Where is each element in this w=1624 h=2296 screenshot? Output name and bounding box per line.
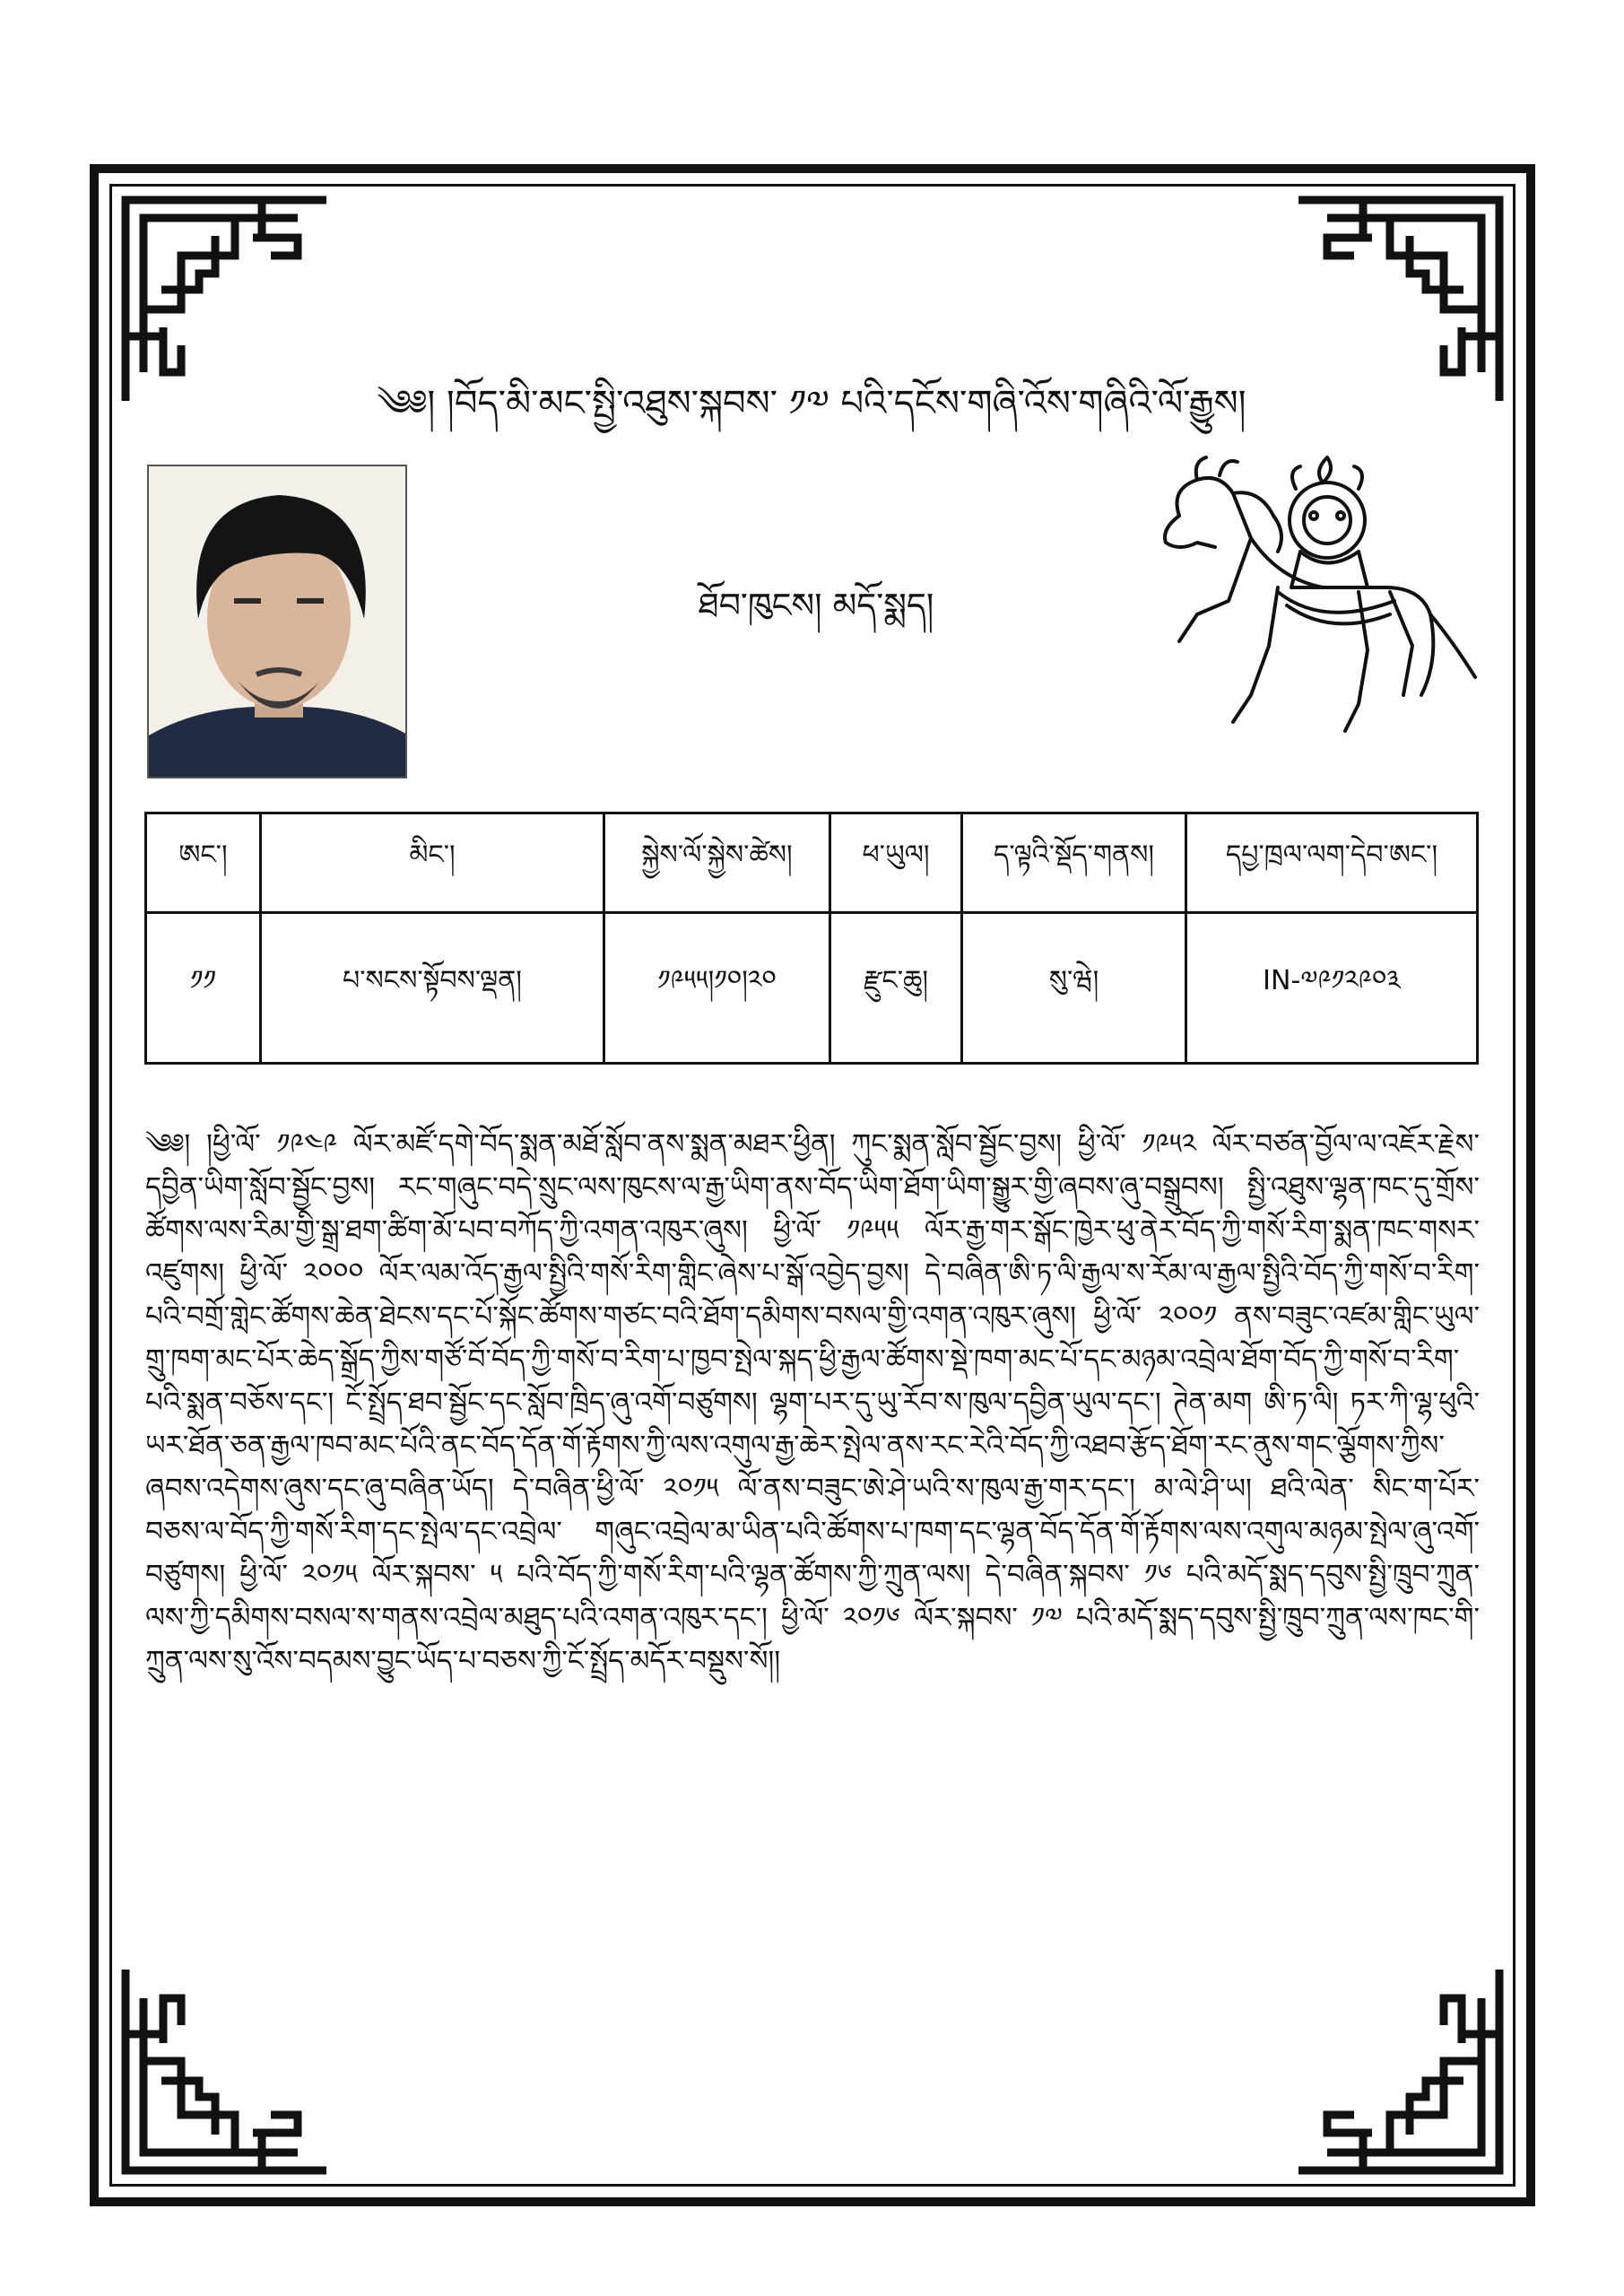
corner-ornament-top-left	[118, 193, 334, 408]
header-birth-date: སྐྱེས་ལོ་སྐྱེས་ཚེས།	[604, 813, 830, 913]
origin-subheading: ཐོབ་ཁུངས། མདོ་སྨད།	[698, 586, 934, 625]
header-green-book-number: དཔྱ་ཁྲལ་ལག་དེབ་ཨང་།	[1186, 813, 1478, 913]
candidate-photo	[147, 465, 407, 778]
cell-number: ༡༡	[146, 913, 261, 1064]
cell-current-residence: སུ་ཝེ།	[962, 913, 1186, 1064]
corner-ornament-bottom-right	[1291, 1962, 1507, 2178]
header-native-place: ཕ་ཡུལ།	[830, 813, 962, 913]
header-current-residence: ད་ལྟའི་སྡོད་གནས།	[962, 813, 1186, 913]
table-row	[146, 913, 1478, 1064]
header-number: ཨང་།	[146, 813, 261, 913]
table-header-row	[146, 813, 1478, 913]
cell-birth-date: ༡༩༥༥།༡༠།༢༠	[604, 913, 830, 1064]
wind-horse-icon	[1143, 453, 1480, 740]
corner-ornament-bottom-left	[118, 1962, 334, 2178]
header-name: མིང་།	[261, 813, 604, 913]
candidate-info-table	[144, 812, 1479, 1065]
cell-name: པ་སངས་སྟོབས་ལྡན།	[261, 913, 604, 1064]
biography-paragraph: ༄༅། །ཕྱི་ལོ་ ༡༩༤༩ ལོར་མཛོ་དགེ་བོད་སྨན་མཐོ་སློབ་ནས་སྨན་མཐར་ཕྱིན། ཀུང་སྨན་སློབ་སྦྱོང་བྱས། ཕྱི་ལོ་ ༡༩༥༢ ལོར་བཙན་བྱོལ་ལ་འཇོར་རྗེས་དབྱིན་ཡིག་སློབ་སྦྱོང་བྱས། རང་གཞུང་བདེ་སྲུང་ལས་ཁུངས་ལ་རྒྱ་ཡིག་ནས་བོད་ཡིག་ཐོག་ཡིག་སྒྱུར་གྱི་ཞབས་ཞུ་བསྒྲུབས། སྤྱི་འཐུས་ལྷན་ཁང་དུ་གྲོས་ཚོགས་ལས་རིམ་གྱི་སྒྲ་ཐག་ཚིག་མོ་པབ་བཀོད་ཀྱི་འགན་འཁུར་ཞུས། ཕྱི་ལོ་ ༡༩༥༥ ལོར་རྒྱ་གར་སྒོང་ཁྱེར་ཕུ་ནེར་བོད་ཀྱི་གསོ་རིག་སྨན་ཁང་གསར་འཛུགས། ཕྱི་ལོ་ ༢༠༠༠ ལོར་ལམ་འོད་རྒྱལ་སྤྱིའི་གསོ་རིག་གླིང་ཞེས་པ་སྒོ་འབྱེད་བྱས། དེ་བཞིན་ཨི་ཏ་ལི་རྒྱལ་ས་རོམ་ལ་རྒྱལ་སྤྱིའི་བོད་ཀྱི་གསོ་བ་རིག་པའི་བགྲོ་གླེང་ཚོགས་ཆེན་ཐེངས་དང་པོ་སྐོང་ཚོགས་གཙང་བའི་ཐོག་དམིགས་བསལ་གྱི་འགན་འཁུར་ཞུས། ཕྱི་ལོ་ ༢༠༠༡ ནས་བཟུང་འཛམ་གླིང་ཡུལ་གྲུ་ཁག་མང་པོར་ཆེད་སྒྲོད་ཀྱིས་གཙོ་བོ་བོད་ཀྱི་གསོ་བ་རིག་པ་ཁྱབ་སྤེལ་སྐད་ཕྱི་རྒྱལ་ཚོགས་སྡེ་ཁག་མང་པོ་དང་མཉམ་འབྲེལ་ཐོག་བོད་ཀྱི་གསོ་བ་རིག་པའི་སྨན་བཅོས་དང་། ངོ་སྤྲོད་ཐབ་སྦྱོང་དང་སློབ་ཁྲིད་ཞུ་འགོ་བཙུགས། ལྷག་པར་དུ་ཡུ་རོབ་ས་ཁུལ་དབྱིན་ཡུལ་དང་། ཊེན་མག ཨི་ཏ་ལི། ཏར་ཀི་ལྷ་ཕུའི་ཡར་ཐོན་ཅན་རྒྱལ་ཁབ་མང་པོའི་ནང་བོད་དོན་གོ་རྟོགས་ཀྱི་ལས་འགུལ་རྒྱ་ཆེར་སྤེལ་ནས་རང་རེའི་བོད་ཀྱི་འཐབ་རྩོད་ཐོག་རང་ནུས་གང་ལྕོགས་ཀྱིས་ཞབས་འདེགས་ཞུས་དང་ཞུ་བཞིན་ཡོད། དེ་བཞིན་ཕྱི་ལོ་ ༢༠༡༥ ལོ་ནས་བཟུང་ཨེ་ཤེ་ཡའི་ས་ཁུལ་རྒྱ་གར་དང་། མ་ལེ་ཤི་ཡ། ཐའི་ལེན་ སིང་ག་པོར་བཅས་ལ་བོད་ཀྱི་གསོ་རིག་དང་སྤེལ་དང་འབྲེལ་ གཞུང་འབྲེལ་མ་ཡིན་པའི་ཚོགས་པ་ཁག་དང་ལྷན་བོད་དོན་གོ་རྟོགས་ལས་འགུལ་མཉམ་སྤེལ་ཞུ་འགོ་བཙུགས། ཕྱི་ལོ་ ༢༠༡༥ ལོར་སྐབས་ ༥ པའི་བོད་ཀྱི་གསོ་རིག་པའི་ལྷན་ཚོགས་ཀྱི་ཀྲུན་ལས། དེ་བཞིན་སྐབས་ ༡༦ པའི་མདོ་སྨད་དབུས་སྤྱི་ཁྲུབ་ཀྲུན་ལས་ཀྱི་དམིགས་བསལ་ས་གནས་འབྲེལ་མཐུད་པའི་འགན་འཁུར་དང་། ཕྱི་ལོ་ ༢༠༡༦ ལོར་སྐབས་ ༡༧ པའི་མདོ་སྨད་དབུས་སྤྱི་ཁྲུབ་ཀྲུན་ལས་ཁང་གི་ཀྲུན་ལས་སུ་འོས་བདམས་བྱུང་ཡོད་པ་བཅས་ཀྱི་ངོ་སྤྲོད་མདོར་བསྡུས་སོ།།	[145, 1128, 1480, 1677]
cell-green-book-number: IN-༧༩༡༢༩༠༣	[1186, 913, 1478, 1064]
corner-ornament-top-right	[1291, 193, 1507, 408]
portrait-image	[149, 466, 407, 778]
cell-native-place: རྫུང་ཆུ།	[830, 913, 962, 1064]
document-heading: ༄༅། །བོད་མི་མང་སྤྱི་འཐུས་སྐབས་ ༡༧ པའི་དངོས་གཞི་འོས་གཞིའི་ལོ་རྒྱུས།	[377, 383, 1246, 424]
